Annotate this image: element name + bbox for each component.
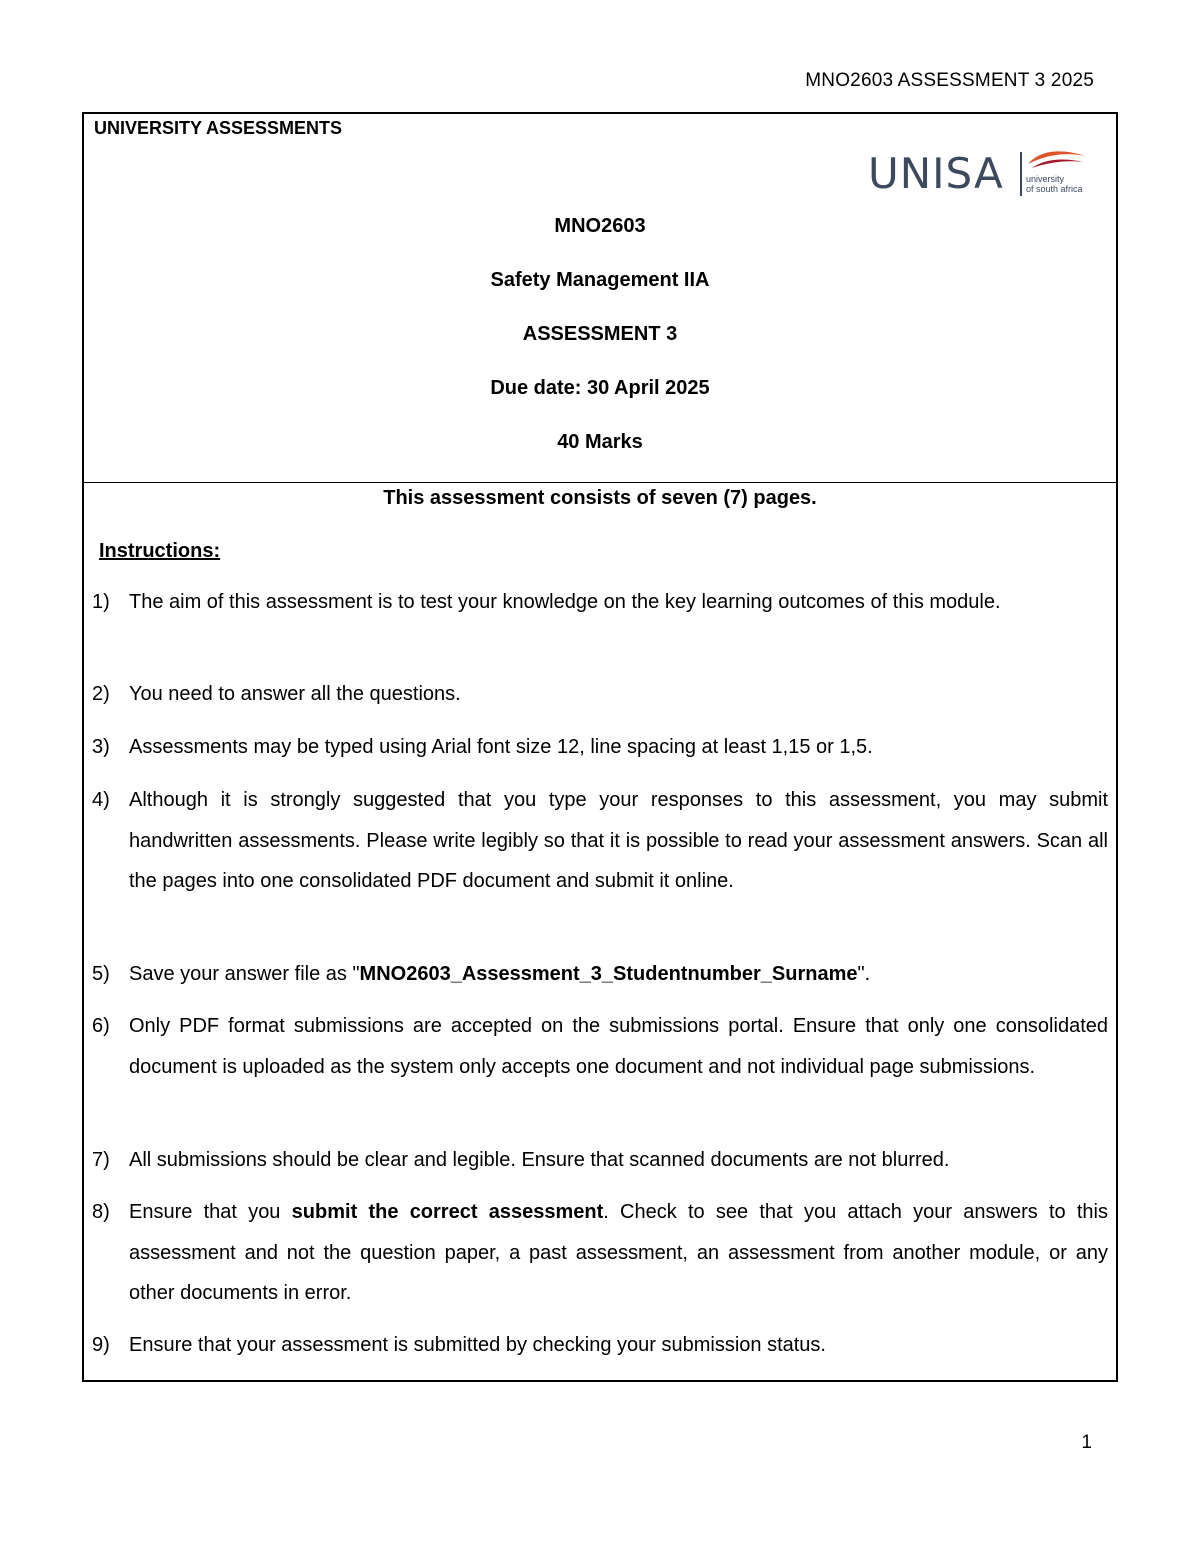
assessment-number: ASSESSMENT 3 <box>522 323 678 345</box>
instruction-item <box>92 1140 1108 1181</box>
instruction-text-before: Save your answer file as " <box>129 963 360 985</box>
unisa-logo <box>868 148 1093 200</box>
instruction-item <box>92 1325 1108 1366</box>
instruction-item <box>92 727 1108 768</box>
instruction-item <box>92 1006 1108 1087</box>
unisa-swoosh-icon <box>1026 148 1088 172</box>
instruction-text: The aim of this assessment is to test your knowledge on the key learning outcomes of this module. <box>129 591 1001 613</box>
university-assessments-label: UNIVERSITY ASSESSMENTS <box>94 118 343 138</box>
logo-subtitle-line2: of south africa <box>1026 184 1083 194</box>
instruction-emphasis: submit the correct assessment <box>291 1201 604 1223</box>
instruction-text: Ensure that your assessment is submitted by checking your submission status. <box>129 1334 826 1356</box>
instruction-number: 1) <box>92 591 110 613</box>
instruction-text-after: . Check to see that you attach your answers to this assessment and not the question paper, a past assessment, an assessment from another module, or any other documents in error. <box>129 1201 1109 1304</box>
instruction-item <box>92 954 1108 995</box>
instruction-text-after: ". <box>857 963 871 985</box>
instruction-text: Assessments may be typed using Arial font size 12, line spacing at least 1,15 or 1,5. <box>129 736 873 758</box>
logo-subtitle-line1: university <box>1026 174 1065 184</box>
logo-subtitle <box>1026 174 1083 194</box>
module-name: Safety Management IIA <box>490 269 710 291</box>
instruction-text: Although it is strongly suggested that you type your responses to this assessment, you may submit handwritten assessments. Please write legibly so that it is possible to read your assessment answers. Scan all the pages into one consolidated PDF document and submit it online. <box>129 789 1108 892</box>
page-number: 1 <box>1081 1432 1092 1453</box>
instruction-number: 4) <box>92 789 110 811</box>
instruction-text <box>129 1192 1108 1314</box>
instruction-text: All submissions should be clear and legible. Ensure that scanned documents are not blurred. <box>129 1149 950 1171</box>
due-date: Due date: 30 April 2025 <box>490 377 710 399</box>
unisa-wordmark: UNISA <box>868 149 1004 198</box>
cover-section <box>84 114 1116 483</box>
total-marks: 40 Marks <box>557 431 643 453</box>
instruction-number: 5) <box>92 963 110 985</box>
instruction-text <box>129 954 1108 995</box>
module-code: MNO2603 <box>554 215 646 237</box>
instructions-heading: Instructions: <box>99 540 221 562</box>
assessment-frame <box>82 112 1118 1382</box>
instruction-text: You need to answer all the questions. <box>129 683 461 705</box>
instruction-number: 2) <box>92 683 110 705</box>
running-header: MNO2603 ASSESSMENT 3 2025 <box>805 70 1094 91</box>
file-name-format: MNO2603_Assessment_3_Studentnumber_Surname <box>359 963 858 985</box>
instruction-item <box>92 674 1108 715</box>
instruction-number: 7) <box>92 1149 110 1171</box>
instruction-item <box>92 1192 1108 1314</box>
instruction-number: 3) <box>92 736 110 758</box>
instruction-number: 9) <box>92 1334 110 1356</box>
instruction-number: 8) <box>92 1201 110 1223</box>
instruction-item <box>92 582 1108 623</box>
instruction-text-before: Ensure that you <box>129 1201 292 1223</box>
instruction-item <box>92 780 1108 902</box>
logo-divider <box>1020 152 1022 196</box>
instruction-text: Only PDF format submissions are accepted on the submissions portal. Ensure that only one consolidated document is uploaded as the system only accepts one document and not individual page submissions. <box>129 1015 1108 1078</box>
page-count-note: This assessment consists of seven (7) pages. <box>383 487 817 509</box>
instruction-number: 6) <box>92 1015 110 1037</box>
